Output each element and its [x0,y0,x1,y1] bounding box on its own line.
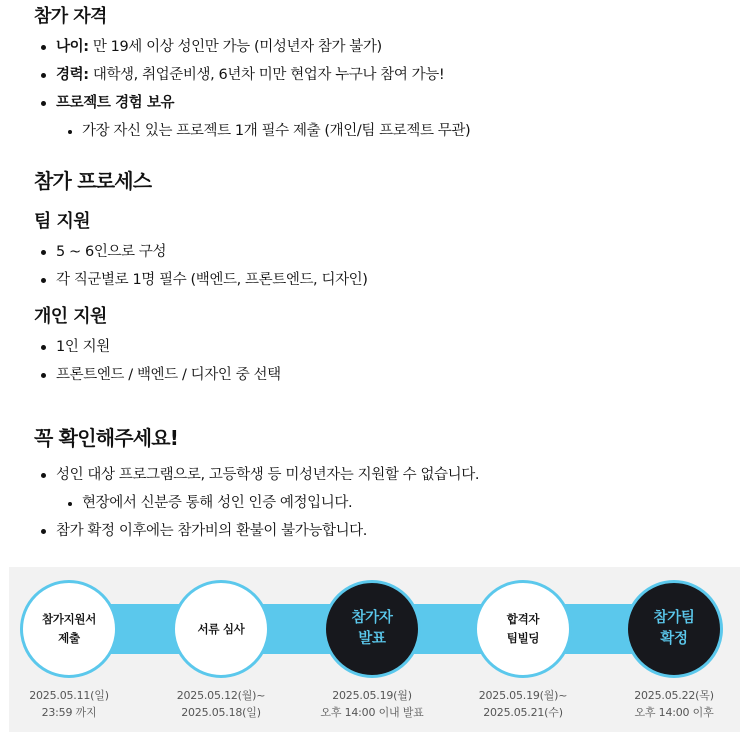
step-label: 합격자 [506,612,540,626]
step-label: 참가팀 [653,610,695,626]
list-item: 1인 지원 [34,337,730,357]
list-item: 각 직군별로 1명 필수 (백엔드, 프론트엔드, 디자인) [34,270,730,290]
list-subitem: 현장에서 신분증 통해 성인 인증 예정입니다. [34,493,730,513]
timeline-date: 2025.05.19(월)~ 2025.05.21(수) [478,689,568,719]
individual-title: 개인 지원 [34,306,107,327]
list-item: 참가 확정 이후에는 참가비의 환불이 불가능합니다. [34,521,730,541]
item-label: 경력: [56,67,89,83]
individual-list [34,337,730,385]
team-list [34,242,730,290]
team-title: 팀 지원 [34,211,91,232]
timeline-step-review [172,580,270,678]
eligibility-list [34,37,730,141]
timeline-step-announce [323,580,421,678]
step-label: 참가자 [351,610,393,626]
timeline-date: 2025.05.22(목) 오후 14:00 이후 [634,689,714,719]
step-label: 참가지원서 [41,612,97,626]
process-title: 참가 프로세스 [34,169,152,193]
list-item [34,93,730,113]
timeline-date: 2025.05.12(월)~ 2025.05.18(일) [176,689,266,719]
list-item: 성인 대상 프로그램으로, 고등학생 등 미성년자는 지원할 수 없습니다. [34,465,730,485]
timeline [9,567,740,732]
list-subitem: 가장 자신 있는 프로젝트 1개 필수 제출 (개인/팀 프로젝트 무관) [34,121,730,141]
list-item: 5 ~ 6인으로 구성 [34,242,730,262]
eligibility-section [34,5,730,141]
timeline-date: 2025.05.19(월) 오후 14:00 이내 발표 [320,689,424,719]
step-label: 팀빌딩 [506,631,540,645]
timeline-step-apply [20,580,118,678]
item-text: 만 19세 이상 성인만 가능 (미성년자 참가 불가) [88,39,382,55]
step-label: 발표 [358,631,386,647]
eligibility-title: 참가 자격 [34,6,107,27]
item-label: 나이: [56,39,89,55]
item-text: 대학생, 취업준비생, 6년차 미만 현업자 누구나 참여 가능! [88,67,445,83]
list-item [34,37,730,57]
timeline-step-confirm [625,580,723,678]
notice-list [34,465,730,541]
item-label: 프로젝트 경험 보유 [56,95,175,111]
timeline-step-teambuilding [474,580,572,678]
step-label: 확정 [660,631,688,647]
notice-section [34,425,730,541]
list-item [34,65,730,85]
timeline-date: 2025.05.11(일) 23:59 까지 [29,689,109,719]
step-label: 제출 [58,631,80,645]
list-item: 프론트엔드 / 백엔드 / 디자인 중 선택 [34,365,730,385]
step-label: 서류 심사 [197,621,245,636]
process-section [34,168,730,385]
notice-title: 꼭 확인해주세요! [34,426,179,450]
